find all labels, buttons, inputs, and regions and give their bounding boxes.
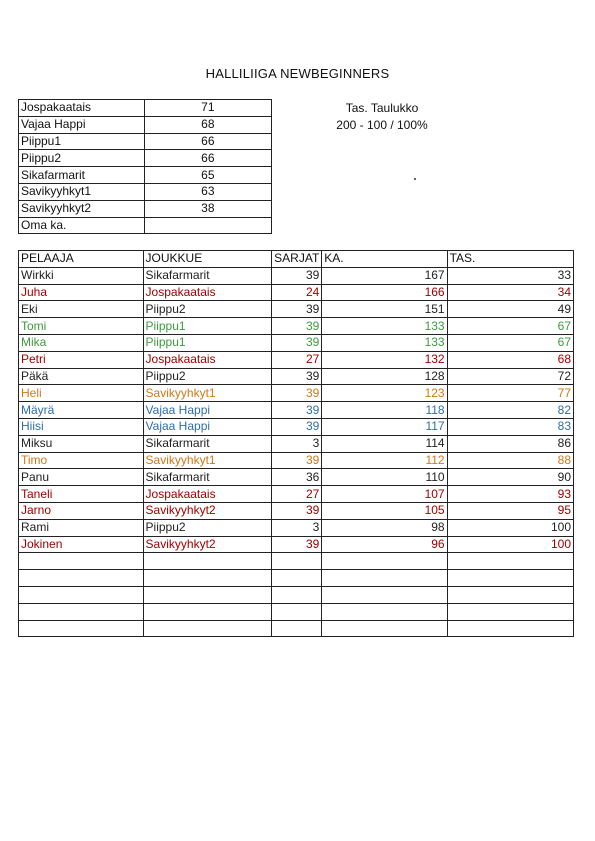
standings-team: Jospakaatais	[19, 100, 145, 117]
player-hcp: 34	[447, 284, 573, 301]
player-series: 39	[272, 402, 322, 419]
player-series: 39	[272, 452, 322, 469]
player-row	[19, 284, 574, 301]
player-name: Juha	[19, 284, 144, 301]
players-body	[19, 251, 574, 637]
player-name: Jarno	[19, 502, 144, 519]
player-series: 39	[272, 368, 322, 385]
player-team: Piippu1	[143, 318, 272, 335]
player-avg: 133	[322, 334, 447, 351]
player-name: Wirkki	[19, 267, 144, 284]
player-avg: 123	[322, 385, 447, 402]
player-row	[19, 418, 574, 435]
player-name	[19, 620, 144, 637]
standings-body	[19, 100, 272, 234]
player-hcp: 95	[447, 502, 573, 519]
player-row	[19, 435, 574, 452]
player-name: Miksu	[19, 435, 144, 452]
player-name: Heli	[19, 385, 144, 402]
player-team: Piippu2	[143, 519, 272, 536]
player-avg	[322, 620, 447, 637]
player-series: 39	[272, 385, 322, 402]
player-avg: 112	[322, 452, 447, 469]
player-series	[272, 570, 322, 587]
player-hcp: 86	[447, 435, 573, 452]
player-avg: 96	[322, 536, 447, 553]
empty-row	[19, 620, 574, 637]
standings-points: 66	[144, 150, 271, 167]
standings-row	[19, 217, 272, 234]
player-row	[19, 486, 574, 503]
player-hcp: 49	[447, 301, 573, 318]
header-hcp: TAS.	[447, 251, 573, 268]
player-hcp: 100	[447, 519, 573, 536]
player-team: Savikyyhkyt1	[143, 385, 272, 402]
player-avg: 105	[322, 502, 447, 519]
player-avg: 98	[322, 519, 447, 536]
players-table	[18, 250, 574, 637]
player-team: Jospakaatais	[143, 351, 272, 368]
standings-row	[19, 200, 272, 217]
player-team: Jospakaatais	[143, 486, 272, 503]
standings-points: 38	[144, 200, 271, 217]
player-series	[272, 620, 322, 637]
player-hcp: 100	[447, 536, 573, 553]
player-hcp: 88	[447, 452, 573, 469]
standings-team: Savikyyhkyt1	[19, 183, 145, 200]
player-avg	[322, 553, 447, 570]
header-avg: KA.	[322, 251, 447, 268]
player-hcp: 67	[447, 318, 573, 335]
player-name	[19, 553, 144, 570]
player-team	[143, 553, 272, 570]
handicap-info-title: Tas. Taulukko	[345, 101, 419, 115]
player-series: 27	[272, 486, 322, 503]
players-header-row	[19, 251, 574, 268]
player-name: Hiisi	[19, 418, 144, 435]
player-team: Piippu2	[143, 368, 272, 385]
standings-team: Savikyyhkyt2	[19, 200, 145, 217]
player-team	[143, 620, 272, 637]
player-team: Vajaa Happi	[143, 418, 272, 435]
standings-row	[19, 167, 272, 184]
standings-team: Oma ka.	[19, 217, 145, 234]
player-team: Sikafarmarit	[143, 435, 272, 452]
standings-row	[19, 100, 272, 117]
empty-row	[19, 553, 574, 570]
player-avg: 151	[322, 301, 447, 318]
standings-row	[19, 183, 272, 200]
player-avg: 132	[322, 351, 447, 368]
header-team: JOUKKUE	[143, 251, 272, 268]
player-hcp	[447, 603, 573, 620]
standings-points: 71	[144, 100, 271, 117]
page-title: HALLILIIGA NEWBEGINNERS	[205, 66, 390, 81]
player-hcp	[447, 586, 573, 603]
player-hcp: 72	[447, 368, 573, 385]
player-series	[272, 586, 322, 603]
player-name: Tomi	[19, 318, 144, 335]
player-team	[143, 570, 272, 587]
player-hcp: 83	[447, 418, 573, 435]
player-team	[143, 586, 272, 603]
player-row	[19, 301, 574, 318]
player-name	[19, 570, 144, 587]
player-row	[19, 502, 574, 519]
player-series: 39	[272, 418, 322, 435]
player-name: Panu	[19, 469, 144, 486]
player-series: 36	[272, 469, 322, 486]
player-name: Mäyrä	[19, 402, 144, 419]
player-avg: 166	[322, 284, 447, 301]
player-avg: 114	[322, 435, 447, 452]
standings-row	[19, 150, 272, 167]
player-hcp: 93	[447, 486, 573, 503]
player-name	[19, 586, 144, 603]
standings-points: 66	[144, 133, 271, 150]
player-hcp: 33	[447, 267, 573, 284]
player-team: Vajaa Happi	[143, 402, 272, 419]
player-series: 39	[272, 502, 322, 519]
handicap-info-formula: 200 - 100 / 100%	[336, 118, 428, 132]
player-row	[19, 519, 574, 536]
player-team: Savikyyhkyt2	[143, 536, 272, 553]
player-row	[19, 368, 574, 385]
player-avg: 167	[322, 267, 447, 284]
player-row	[19, 536, 574, 553]
player-team: Sikafarmarit	[143, 267, 272, 284]
player-avg	[322, 603, 447, 620]
player-row	[19, 452, 574, 469]
player-series	[272, 553, 322, 570]
player-series: 27	[272, 351, 322, 368]
standings-points: 65	[144, 167, 271, 184]
empty-row	[19, 603, 574, 620]
empty-row	[19, 586, 574, 603]
player-hcp: 77	[447, 385, 573, 402]
player-team: Piippu1	[143, 334, 272, 351]
standings-team: Piippu1	[19, 133, 145, 150]
standings-team: Piippu2	[19, 150, 145, 167]
header-player: PELAAJA	[19, 251, 144, 268]
player-name: Rami	[19, 519, 144, 536]
player-avg	[322, 586, 447, 603]
player-series: 39	[272, 318, 322, 335]
stray-dot	[414, 178, 416, 180]
player-name: Taneli	[19, 486, 144, 503]
player-avg: 117	[322, 418, 447, 435]
player-name: Timo	[19, 452, 144, 469]
player-name: Mika	[19, 334, 144, 351]
player-avg: 128	[322, 368, 447, 385]
player-avg: 107	[322, 486, 447, 503]
player-team: Jospakaatais	[143, 284, 272, 301]
player-hcp	[447, 553, 573, 570]
player-team: Savikyyhkyt2	[143, 502, 272, 519]
standings-row	[19, 133, 272, 150]
player-row	[19, 385, 574, 402]
handicap-info	[322, 100, 442, 134]
player-hcp: 82	[447, 402, 573, 419]
player-series: 39	[272, 301, 322, 318]
player-team: Piippu2	[143, 301, 272, 318]
player-hcp: 67	[447, 334, 573, 351]
standings-table	[18, 99, 272, 234]
player-hcp: 90	[447, 469, 573, 486]
player-avg: 133	[322, 318, 447, 335]
player-series: 24	[272, 284, 322, 301]
player-row	[19, 267, 574, 284]
standings-team: Sikafarmarit	[19, 167, 145, 184]
player-name	[19, 603, 144, 620]
player-row	[19, 469, 574, 486]
player-team: Savikyyhkyt1	[143, 452, 272, 469]
player-series: 39	[272, 536, 322, 553]
player-name: Eki	[19, 301, 144, 318]
header-series: SARJAT	[272, 251, 322, 268]
player-row	[19, 334, 574, 351]
empty-row	[19, 570, 574, 587]
player-team	[143, 603, 272, 620]
standings-row	[19, 116, 272, 133]
player-hcp	[447, 570, 573, 587]
player-name: Petri	[19, 351, 144, 368]
player-avg: 118	[322, 402, 447, 419]
player-name: Jokinen	[19, 536, 144, 553]
player-series: 3	[272, 435, 322, 452]
player-series: 39	[272, 267, 322, 284]
player-team: Sikafarmarit	[143, 469, 272, 486]
player-avg	[322, 570, 447, 587]
standings-points: 68	[144, 116, 271, 133]
player-series: 3	[272, 519, 322, 536]
player-series	[272, 603, 322, 620]
standings-team: Vajaa Happi	[19, 116, 145, 133]
standings-points: 63	[144, 183, 271, 200]
player-hcp: 68	[447, 351, 573, 368]
player-name: Päkä	[19, 368, 144, 385]
player-row	[19, 318, 574, 335]
player-hcp	[447, 620, 573, 637]
player-series: 39	[272, 334, 322, 351]
player-avg: 110	[322, 469, 447, 486]
standings-points	[144, 217, 271, 234]
player-row	[19, 351, 574, 368]
player-row	[19, 402, 574, 419]
